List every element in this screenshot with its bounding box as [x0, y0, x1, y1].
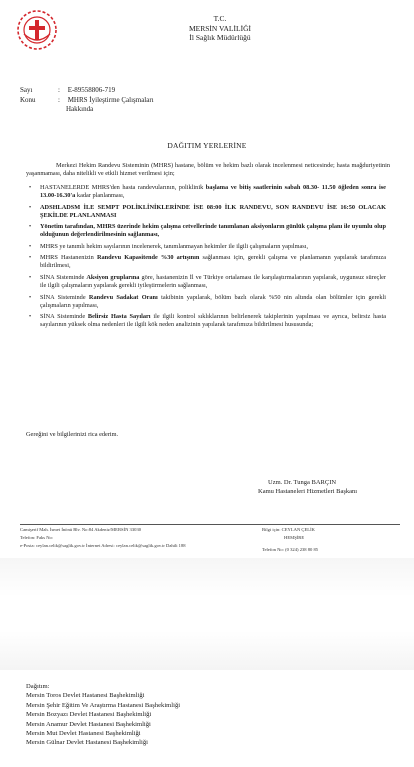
intro-paragraph: Merkezi Hekim Randevu Sisteminin (MHRS) hastane, bölüm ve hekim bazlı olarak incelenmesi neticesinde; hasta mağduriyetinin yaşanmaması, daha nitelikli ve etkili hizmet verilmesi için;: [26, 162, 390, 178]
footer-phone: Telefon No: (0 324) 238 80 85: [262, 547, 319, 552]
signature-block: [258, 478, 388, 496]
list-item: • SİNA Sisteminde Randevu Sadakat Oranı takibinin yapılarak, bölüm bazlı olarak %50 nin altında olan bölümler için gerekli çalışmaların yapılması,: [29, 293, 386, 309]
header-line-valilik: MERSİN VALİLİĞİ: [188, 23, 251, 33]
header-line-tc: T.C.: [213, 14, 227, 23]
konu-value-cont: Hakkında: [66, 105, 94, 113]
list-item: • HASTANELERDE MHRS'den hasta randevularının, poliklinik başlama ve bitiş saatlerinin sabah 08.30- 11.50 öğleden sonra ise 13.00-16.30'a kadar planlanması,: [29, 184, 386, 199]
bullet-icon: •: [29, 255, 32, 262]
sayi-value: E-89558806-719: [67, 86, 116, 94]
signatory-title: Kamu Hastaneleri Hizmetleri Başkanı: [258, 488, 358, 495]
list-item: Mersin Toros Devlet Hastanesi Başhekimliği: [26, 692, 145, 700]
distribution-label: Dağıtım:: [26, 683, 50, 690]
list-item: Mersin Gülnar Devlet Hastanesi Başhekimliği: [26, 739, 148, 747]
footer-tel: Telefon: Faks No:: [20, 535, 54, 540]
list-item: • ADSHLADSM İLE SEMPT POLİKLİNİKLERİNDE İSE 08:00 İLK RANDEVU, SON RANDEVU İSE 16:50 OLACAK ŞEKİLDE PLANLANMASI: [29, 203, 386, 219]
list-item: • MHRS ye tanımlı hekim sayılarının incelenerek, tanımlanmayan hekimler ile ilgili çalışmaların yapılması,: [29, 242, 309, 250]
bullet-icon: •: [29, 185, 32, 191]
sayi-label: Sayı: [20, 86, 33, 94]
footer-info-contact: Bilgi için: CEYLAN ÇELİK: [262, 527, 315, 532]
government-header: [150, 14, 290, 43]
header-line-mudurluk: İl Sağlık Müdürlüğü: [189, 33, 251, 42]
list-item: Mersin Mut Devlet Hastanesi Başhekimliği: [26, 730, 141, 738]
signatory-name: Uzm. Dr. Tunga BARÇIN: [268, 479, 337, 486]
sayi-colon: :: [58, 86, 60, 94]
ministry-logo-icon: [14, 8, 60, 52]
footer-address: Camişerif Mah. İsmet İnönü Blv. No:84 Akdeniz/MERSİN 33030: [20, 527, 142, 532]
bullet-icon: •: [29, 314, 32, 321]
document-title: DAĞITIM YERLERİNE: [167, 141, 247, 150]
instruction-list: [26, 184, 386, 333]
bullet-icon: •: [29, 204, 32, 211]
list-item: Mersin Anamur Devlet Hastanesi Başhekimliği: [26, 720, 151, 728]
bullet-icon: •: [29, 224, 32, 231]
list-item: • MHRS Hastanenizin Randevu Kapasitende %30 artışının sağlanması için, gerekli çalışma ve planlamanın yapılarak tarafımıza bildirilmesi,: [29, 254, 387, 270]
page-gap: [0, 558, 414, 670]
bullet-icon: •: [29, 274, 32, 281]
list-item: Mersin Şehir Eğitim Ve Araştırma Hastanesi Başhekimliği: [26, 701, 181, 709]
list-item: • SİNA Sisteminde Belirsiz Hasta Sayıları ile ilgili kontrol sıklıklarının belirlenerek takiplerinin yapılması ve ayrıca, belirsiz hasta sayılarının yüksek olma nedenleri ile ilgili kök neden analizinin yapılarak tarafımıza bildirilmesi hususunda;: [29, 313, 387, 329]
footer-divider: [20, 524, 400, 525]
list-item: • Yönetim tarafından, MHRS üzerinde hekim çalışma cetvellerinde tanımlanan aksiyonların günlük çalışma planı ile uyumlu olup olduğunun değerlendirilmesinin sağlanması,: [29, 223, 386, 239]
closing-line: Gereğini ve bilgilerinizi rica ederim.: [26, 431, 119, 438]
footer-role: HEMŞİRE: [284, 535, 305, 540]
bullet-icon: •: [29, 243, 32, 250]
list-item: • SİNA Sisteminde Aksiyon gruplarına göre, hastanenizin İl ve Türkiye ortalaması ile karşılaştırmalarının yapılarak, uygunsuz süreçler ile ilgili çalışmaların yapılarak gerekli iyileştirmelerin sağlanması,: [29, 273, 386, 289]
footer-email: e-Posta: ceylan.celik@saglik.gov.tr İnternet Adresi: ceylan.celik@saglik.gov.tr Dahili 188: [20, 543, 186, 548]
bullet-icon: •: [29, 294, 32, 301]
distribution-list: [26, 682, 180, 748]
konu-label: Konu: [20, 96, 36, 104]
konu-colon: :: [58, 96, 60, 104]
konu-value: MHRS İyileştirme Çalışmaları: [67, 96, 154, 104]
list-item: Mersin Bozyazı Devlet Hastanesi Başhekimliği: [26, 711, 152, 719]
meta-sayi: [20, 86, 115, 95]
meta-konu: [20, 96, 154, 105]
